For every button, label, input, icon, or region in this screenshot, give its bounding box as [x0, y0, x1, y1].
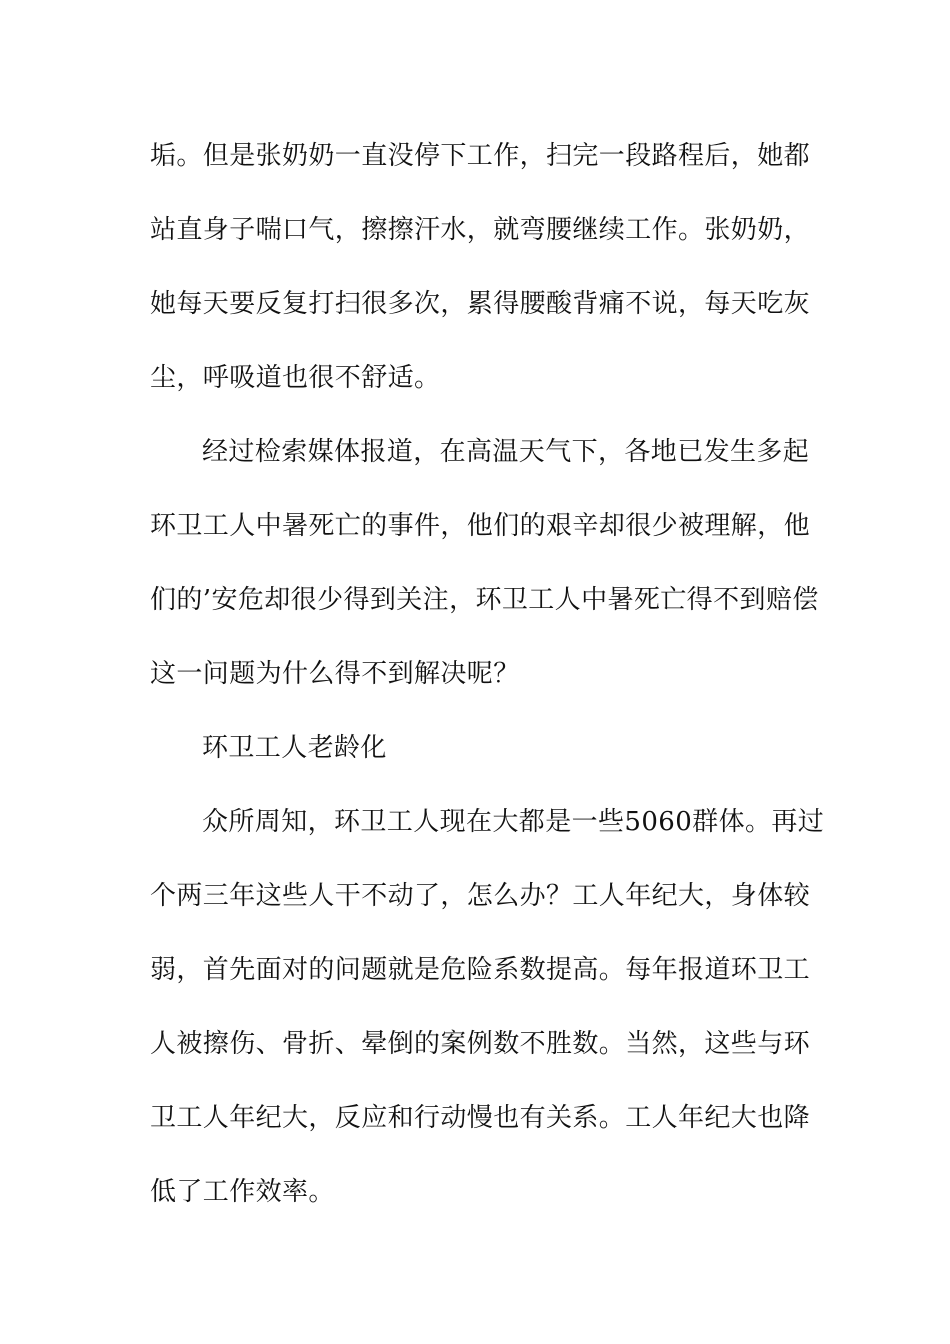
body-text-line: 个两三年这些人干不动了，怎么办？工人年纪大，身体较 [150, 881, 811, 911]
section-heading: 环卫工人老龄化 [202, 733, 387, 763]
body-text-line: 站直身子喘口气，擦擦汗水，就弯腰继续工作。张奶奶， [150, 215, 811, 245]
body-text-line: 她每天要反复打扫很多次，累得腰酸背痛不说，每天吃灰 [150, 289, 811, 319]
body-text-line: 尘，呼吸道也很不舒适。 [150, 363, 441, 393]
body-text-line: 这一问题为什么得不到解决呢？ [150, 659, 520, 689]
body-text-line: 经过检索媒体报道，在高温天气下，各地已发生多起 [202, 437, 810, 467]
body-text-line: 弱，首先面对的问题就是危险系数提高。每年报道环卫工 [150, 955, 811, 985]
body-text-line: 人被擦伤、骨折、晕倒的案例数不胜数。当然，这些与环 [150, 1029, 811, 1059]
body-text-line: 卫工人年纪大，反应和行动慢也有关系。工人年纪大也降 [150, 1103, 811, 1133]
body-text-line: 众所周知，环卫工人现在大都是一些5060群体。再过 [202, 807, 825, 837]
body-text-line: 垢。但是张奶奶一直没停下工作，扫完一段路程后，她都 [150, 141, 811, 171]
body-text-line: 环卫工人中暑死亡的事件，他们的艰辛却很少被理解，他 [150, 511, 811, 541]
body-text-line: 低了工作效率。 [150, 1177, 335, 1207]
body-text-line: 们的’安危却很少得到关注，环卫工人中暑死亡得不到赔偿 [150, 585, 819, 615]
